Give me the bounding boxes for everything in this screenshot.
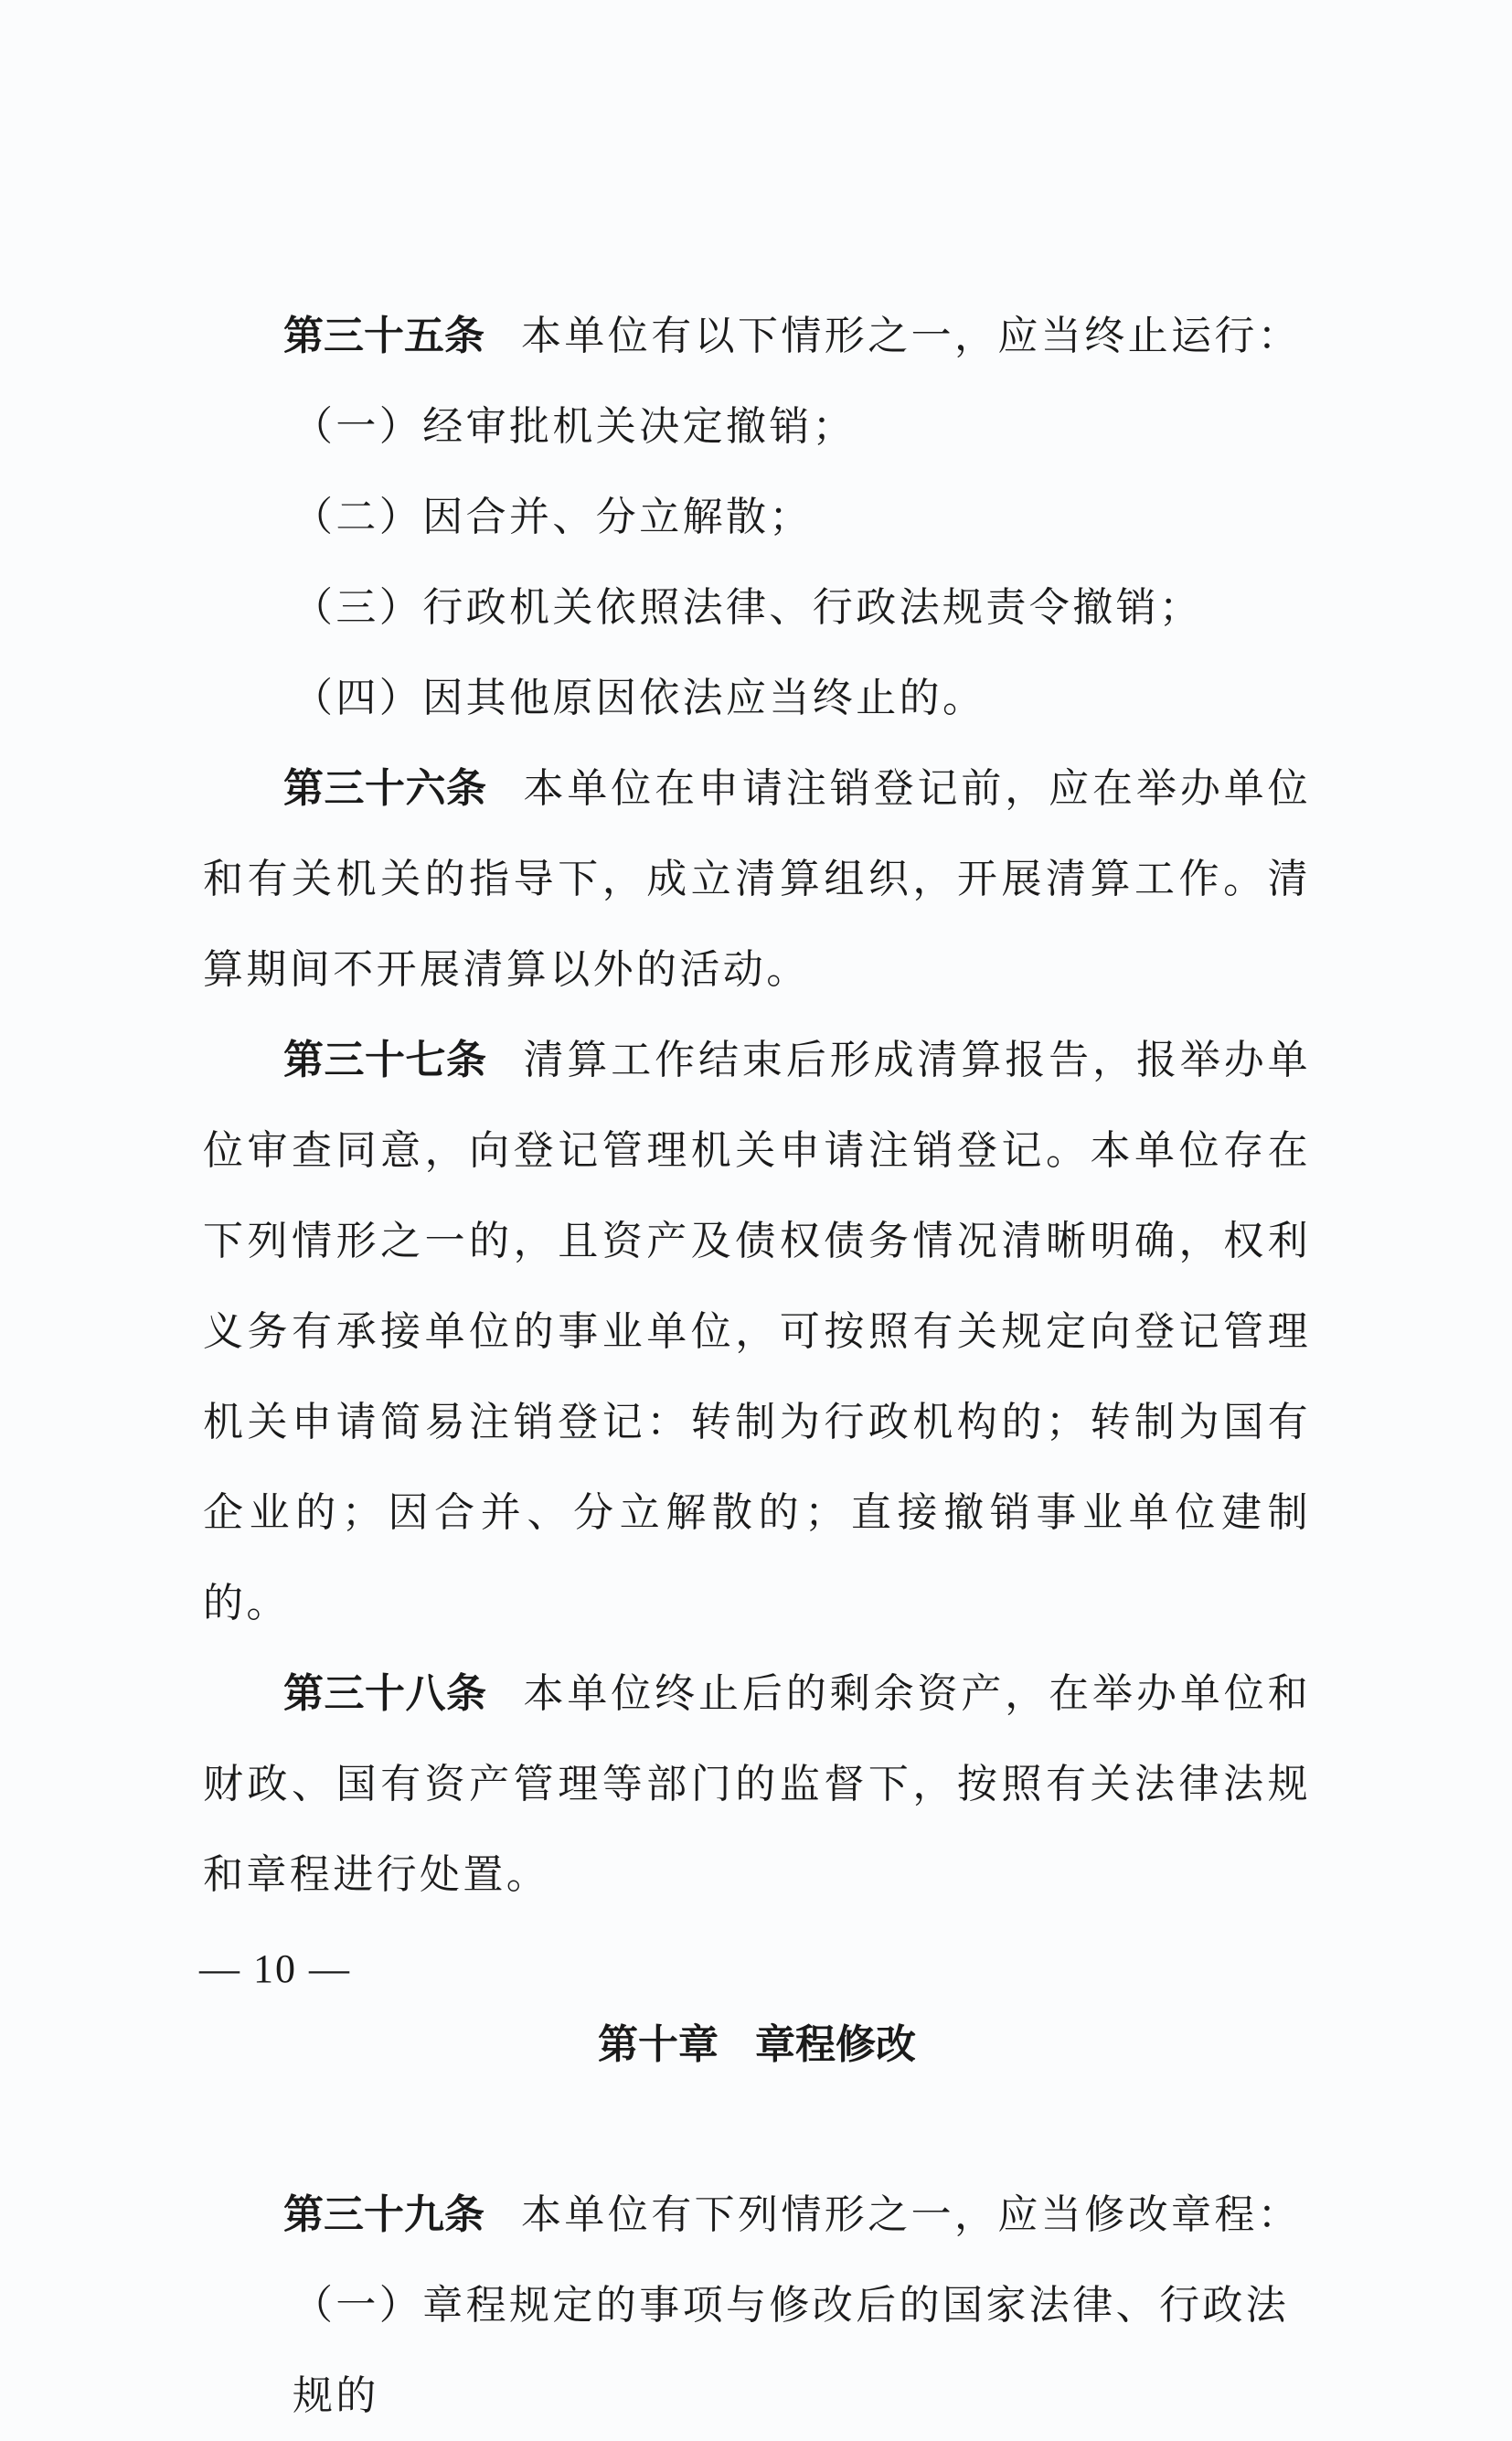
- article-number: 第三十九条: [283, 2191, 484, 2238]
- list-item: （一）经审批机关决定撤销；: [293, 403, 857, 450]
- page-number: — 10 —: [199, 1946, 351, 1991]
- article-text: 本单位有下列情形之一，应当修改章程：: [521, 2191, 1302, 2238]
- article-36: [203, 743, 1311, 1015]
- article-35: [203, 291, 1311, 381]
- article-text: 清算工作结束后形成清算报告，报举办单位审查同意，向登记管理机关申请注销登记。本单位存在下列情形之一的，且资产及债权债务情况清晰明确，权利义务有承接单位的事业单位，可按照有关规定向登记管理机关申请简易注销登记：转制为行政机构的；转制为国有企业的；因合并、分立解散的；直接撤销事业单位建制的。: [203, 1037, 1312, 1626]
- article-number: 第三十五条: [283, 313, 484, 359]
- list-item: （三）行政机关依照法律、行政法规责令撤销；: [293, 584, 1203, 631]
- article-37: [203, 1015, 1311, 1648]
- article-number: 第三十八条: [283, 1670, 487, 1717]
- list-item: （四）因其他原因依法应当终止的。: [293, 675, 986, 721]
- article-39: [203, 2169, 1311, 2260]
- chapter-title: 章程修改: [755, 2021, 916, 2068]
- article-38: [203, 1648, 1311, 1920]
- article-text: 本单位终止后的剩余资产，在举办单位和财政、国有资产管理等部门的监督下，按照有关法律法规和章程进行处置。: [203, 1670, 1312, 1898]
- article-text: 本单位有以下情形之一，应当终止运行：: [521, 313, 1302, 359]
- article-text: 本单位在申请注销登记前，应在举办单位和有关机关的指导下，成立清算组织，开展清算工作。清算期间不开展清算以外的活动。: [203, 765, 1312, 993]
- chapter-heading: [203, 1999, 1311, 2090]
- list-item: （一）章程规定的事项与修改后的国家法律、行政法规的: [293, 2282, 1290, 2419]
- article-number: 第三十六条: [283, 765, 487, 812]
- document-body: [203, 291, 1311, 2441]
- article-number: 第三十七条: [283, 1037, 487, 1083]
- list-item: （二）因合并、分立解散；: [293, 494, 813, 540]
- chapter-number: 第十章: [598, 2021, 719, 2068]
